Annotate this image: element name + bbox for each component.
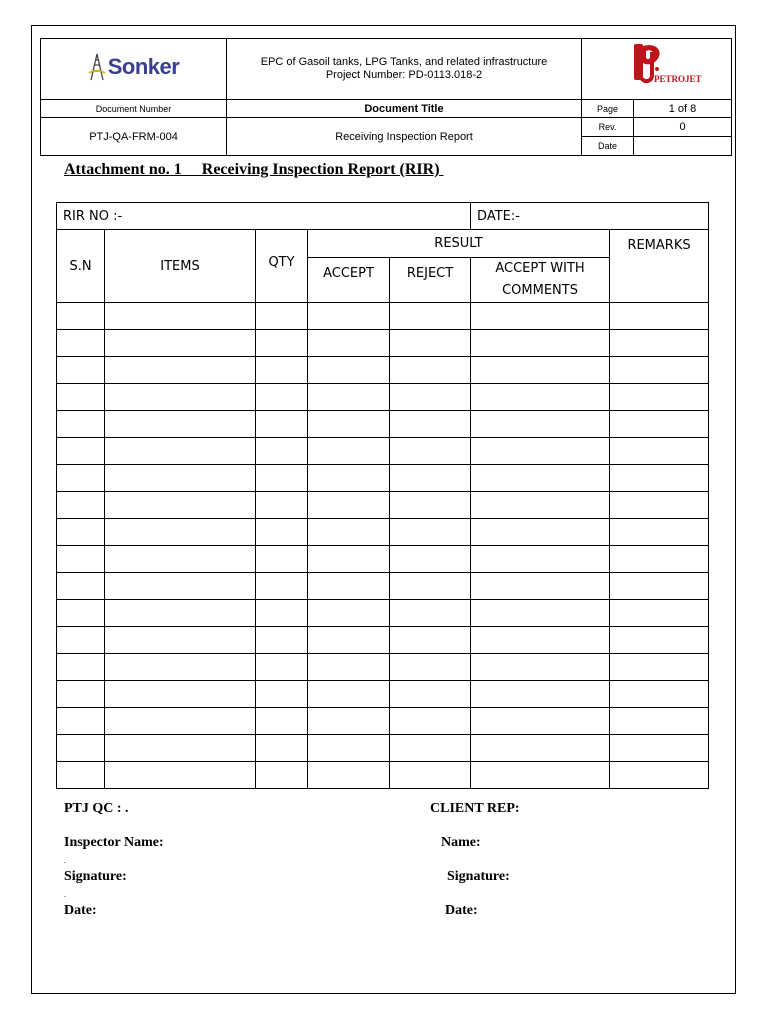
cell-reject[interactable]: [390, 411, 471, 438]
cell-reject[interactable]: [390, 465, 471, 492]
cell-accept-with-comments[interactable]: [471, 465, 610, 492]
table-body: [57, 303, 709, 789]
cell-accept-with-comments[interactable]: [471, 438, 610, 465]
cell-remarks[interactable]: [610, 708, 709, 735]
cell-accept-with-comments[interactable]: [471, 519, 610, 546]
date-left-label: Date:: [64, 903, 97, 918]
cell-accept-with-comments[interactable]: [471, 384, 610, 411]
cell-accept-with-comments[interactable]: [471, 708, 610, 735]
col-items-header: ITEMS: [105, 230, 256, 303]
col-accept-with-comments-header: [471, 258, 610, 303]
cell-qty[interactable]: [256, 600, 308, 627]
cell-qty[interactable]: [256, 519, 308, 546]
cell-remarks[interactable]: [610, 357, 709, 384]
project-info: [227, 39, 582, 100]
cell-accept[interactable]: [308, 411, 390, 438]
cell-sn[interactable]: [57, 735, 105, 762]
cell-reject[interactable]: [390, 384, 471, 411]
cell-remarks[interactable]: [610, 519, 709, 546]
page-value: 1 of 8: [634, 100, 732, 118]
cell-item[interactable]: [105, 303, 256, 330]
cell-accept[interactable]: [308, 681, 390, 708]
table-row: [57, 600, 709, 627]
cell-accept[interactable]: [308, 762, 390, 789]
cell-accept[interactable]: [308, 438, 390, 465]
date-right-label: Date:: [445, 903, 478, 918]
cell-accept-with-comments[interactable]: [471, 762, 610, 789]
rir-form-table: [56, 202, 709, 789]
cell-remarks[interactable]: [610, 546, 709, 573]
cell-reject[interactable]: [390, 303, 471, 330]
cell-qty[interactable]: [256, 438, 308, 465]
cell-accept[interactable]: [308, 330, 390, 357]
cell-qty[interactable]: [256, 654, 308, 681]
table-row: [57, 627, 709, 654]
col-reject-header: REJECT: [390, 258, 471, 303]
cell-accept[interactable]: [308, 600, 390, 627]
cell-sn[interactable]: [57, 546, 105, 573]
petrojet-logo-text: PETROJET: [654, 74, 702, 84]
doc-title-label: Document Title: [227, 100, 582, 118]
cell-sn[interactable]: [57, 600, 105, 627]
cell-remarks[interactable]: [610, 465, 709, 492]
doc-number: PTJ-QA-FRM-004: [41, 118, 227, 156]
rev-label: Rev.: [582, 118, 634, 137]
col-accept-header: ACCEPT: [308, 258, 390, 303]
cell-accept[interactable]: [308, 384, 390, 411]
cell-sn[interactable]: [57, 573, 105, 600]
cell-qty[interactable]: [256, 573, 308, 600]
cell-accept[interactable]: [308, 465, 390, 492]
cell-qty[interactable]: [256, 735, 308, 762]
cell-item[interactable]: [105, 411, 256, 438]
cell-remarks[interactable]: [610, 762, 709, 789]
cell-accept-with-comments[interactable]: [471, 681, 610, 708]
table-row: [57, 303, 709, 330]
table-row: [57, 735, 709, 762]
cell-item[interactable]: [105, 573, 256, 600]
cell-reject[interactable]: [390, 357, 471, 384]
cell-accept-with-comments[interactable]: [471, 627, 610, 654]
cell-qty[interactable]: [256, 303, 308, 330]
cell-item[interactable]: [105, 492, 256, 519]
cell-accept-with-comments[interactable]: [471, 411, 610, 438]
cell-item[interactable]: [105, 519, 256, 546]
client-rep-label: CLIENT REP:: [430, 801, 520, 816]
cell-qty[interactable]: [256, 546, 308, 573]
cell-qty[interactable]: [256, 411, 308, 438]
table-row: [57, 384, 709, 411]
cell-sn[interactable]: [57, 681, 105, 708]
cell-item[interactable]: [105, 546, 256, 573]
col-accept-with-comments-line1: ACCEPT WITH: [495, 261, 585, 276]
inspector-name-label: Inspector Name:: [64, 835, 164, 850]
cell-reject[interactable]: [390, 330, 471, 357]
cell-accept-with-comments[interactable]: [471, 654, 610, 681]
cell-reject[interactable]: [390, 762, 471, 789]
client-name-label: Name:: [441, 835, 481, 850]
cell-remarks[interactable]: [610, 573, 709, 600]
table-row: [57, 681, 709, 708]
cell-item[interactable]: [105, 654, 256, 681]
cell-sn[interactable]: [57, 357, 105, 384]
cell-item[interactable]: [105, 681, 256, 708]
cell-sn[interactable]: [57, 708, 105, 735]
cell-qty[interactable]: [256, 492, 308, 519]
col-qty-header: QTY: [256, 230, 308, 303]
cell-item[interactable]: [105, 384, 256, 411]
table-row: [57, 465, 709, 492]
cell-qty[interactable]: [256, 357, 308, 384]
cell-reject[interactable]: [390, 438, 471, 465]
page-label: Page: [582, 100, 634, 118]
cell-sn[interactable]: [57, 762, 105, 789]
cell-item[interactable]: [105, 627, 256, 654]
rev-value: 0: [634, 118, 732, 137]
table-row: [57, 546, 709, 573]
cell-accept-with-comments[interactable]: [471, 303, 610, 330]
doc-title: Receiving Inspection Report: [227, 118, 582, 156]
attachment-title: Attachment no. 1 Receiving Inspection Report (RIR): [64, 161, 444, 178]
cell-remarks[interactable]: [610, 438, 709, 465]
cell-remarks[interactable]: [610, 735, 709, 762]
company-logo-cell: [41, 39, 227, 100]
cell-item[interactable]: [105, 465, 256, 492]
cell-accept-with-comments[interactable]: [471, 735, 610, 762]
cell-remarks[interactable]: [610, 681, 709, 708]
cell-sn[interactable]: [57, 438, 105, 465]
cell-accept[interactable]: [308, 735, 390, 762]
cell-reject[interactable]: [390, 708, 471, 735]
table-row: [57, 357, 709, 384]
cell-reject[interactable]: [390, 735, 471, 762]
dot-mark: .: [64, 856, 66, 865]
client-logo-cell: [582, 39, 732, 100]
sonker-logo: [88, 53, 180, 81]
cell-reject[interactable]: [390, 627, 471, 654]
cell-remarks[interactable]: [610, 411, 709, 438]
cell-accept-with-comments[interactable]: [471, 330, 610, 357]
cell-sn[interactable]: [57, 492, 105, 519]
table-row: [57, 519, 709, 546]
cell-sn[interactable]: [57, 411, 105, 438]
table-row: [57, 438, 709, 465]
cell-reject[interactable]: [390, 681, 471, 708]
dot-mark: .: [64, 890, 66, 899]
cell-accept[interactable]: [308, 357, 390, 384]
cell-accept-with-comments[interactable]: [471, 492, 610, 519]
petrojet-emblem-icon: [582, 39, 732, 94]
cell-accept-with-comments[interactable]: [471, 573, 610, 600]
cell-reject[interactable]: [390, 654, 471, 681]
cell-reject[interactable]: [390, 519, 471, 546]
table-row: [57, 654, 709, 681]
cell-sn[interactable]: [57, 384, 105, 411]
cell-sn[interactable]: [57, 465, 105, 492]
table-row: [57, 762, 709, 789]
col-accept-with-comments-line2: COMMENTS: [502, 283, 578, 298]
cell-qty[interactable]: [256, 762, 308, 789]
signature-right-label: Signature:: [447, 869, 510, 884]
cell-reject[interactable]: [390, 600, 471, 627]
table-row: [57, 573, 709, 600]
cell-remarks[interactable]: [610, 627, 709, 654]
table-row: [57, 411, 709, 438]
sonker-tower-icon: [88, 53, 106, 81]
cell-item[interactable]: [105, 438, 256, 465]
cell-remarks[interactable]: [610, 492, 709, 519]
doc-number-label: Document Number: [41, 100, 227, 118]
cell-sn[interactable]: [57, 303, 105, 330]
cell-accept[interactable]: [308, 708, 390, 735]
cell-reject[interactable]: [390, 573, 471, 600]
cell-accept[interactable]: [308, 303, 390, 330]
cell-qty[interactable]: [256, 708, 308, 735]
table-row: [57, 708, 709, 735]
ptj-qc-label: PTJ QC : .: [64, 801, 129, 816]
col-sn-header: S.N: [57, 230, 105, 303]
cell-accept[interactable]: [308, 492, 390, 519]
cell-item[interactable]: [105, 735, 256, 762]
cell-sn[interactable]: [57, 627, 105, 654]
cell-item[interactable]: [105, 357, 256, 384]
date-label: Date: [582, 137, 634, 156]
cell-accept[interactable]: [308, 654, 390, 681]
col-result-header: RESULT: [308, 230, 610, 258]
cell-sn[interactable]: [57, 330, 105, 357]
cell-item[interactable]: [105, 762, 256, 789]
cell-accept[interactable]: [308, 627, 390, 654]
cell-accept[interactable]: [308, 519, 390, 546]
project-name: EPC of Gasoil tanks, LPG Tanks, and related infrastructure: [260, 56, 548, 68]
cell-qty[interactable]: [256, 384, 308, 411]
cell-accept-with-comments[interactable]: [471, 546, 610, 573]
cell-item[interactable]: [105, 330, 256, 357]
cell-item[interactable]: [105, 600, 256, 627]
cell-qty[interactable]: [256, 465, 308, 492]
document-header: [40, 38, 732, 156]
cell-accept-with-comments[interactable]: [471, 600, 610, 627]
table-row: [57, 330, 709, 357]
cell-reject[interactable]: [390, 546, 471, 573]
petrojet-logo: [582, 39, 732, 94]
cell-qty[interactable]: [256, 681, 308, 708]
cell-remarks[interactable]: [610, 330, 709, 357]
cell-remarks[interactable]: [610, 654, 709, 681]
cell-sn[interactable]: [57, 519, 105, 546]
cell-accept-with-comments[interactable]: [471, 357, 610, 384]
cell-sn[interactable]: [57, 654, 105, 681]
cell-reject[interactable]: [390, 492, 471, 519]
rir-no-field[interactable]: RIR NO :-: [57, 203, 471, 230]
cell-qty[interactable]: [256, 330, 308, 357]
project-number: Project Number: PD-0113.018-2: [325, 69, 483, 81]
date-value: [634, 137, 732, 156]
date-field[interactable]: DATE:-: [471, 203, 709, 230]
cell-remarks[interactable]: [610, 384, 709, 411]
table-row: [57, 492, 709, 519]
cell-qty[interactable]: [256, 627, 308, 654]
cell-remarks[interactable]: [610, 303, 709, 330]
sonker-logo-text: Sonker: [107, 53, 180, 79]
cell-accept[interactable]: [308, 546, 390, 573]
cell-remarks[interactable]: [610, 600, 709, 627]
col-remarks-header: REMARKS: [610, 230, 709, 303]
signature-left-label: Signature:: [64, 869, 127, 884]
cell-item[interactable]: [105, 708, 256, 735]
cell-accept[interactable]: [308, 573, 390, 600]
